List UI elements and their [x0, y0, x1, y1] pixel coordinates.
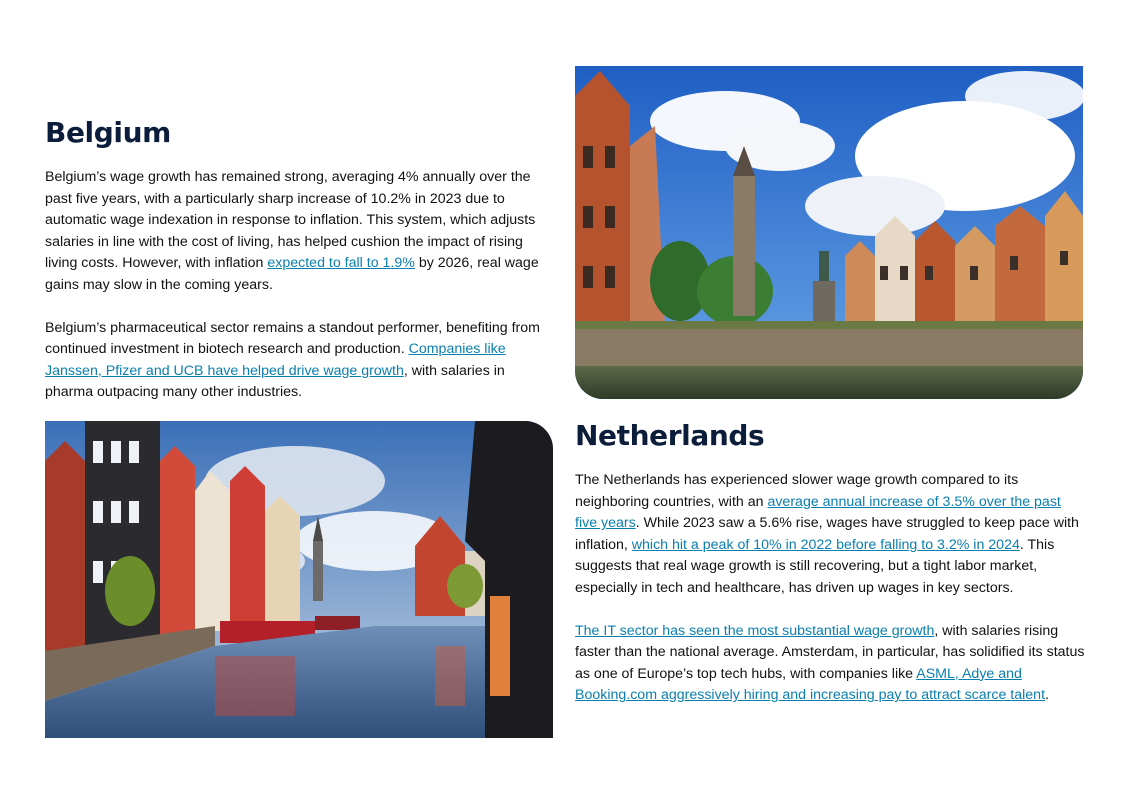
netherlands-heading: Netherlands [575, 419, 765, 452]
belgium-paragraph-1 [45, 167, 550, 297]
belgium-p1-text-2: by 2026, real wage gains may slow in the coming years. [45, 255, 539, 293]
netherlands-p1-text-3: . This suggests that real wage growth is still recovering, but a tight labor market, especially in tech and healthcare, has driven up wages in key sectors. [575, 536, 1055, 596]
netherlands-p2-text-2: . [1045, 687, 1049, 704]
amsterdam-canal-photo [45, 421, 553, 738]
belgium-p1-text-1: Belgium’s wage growth has remained strong, averaging 4% annually over the past five years, with a particularly sharp increase of 10.2% in 2023 due to automatic wage indexation in response to inflation. This system, which adjusts salaries in line with the cost of living, has helped cushion the impact of rising living costs. However, with inflation [45, 169, 536, 272]
belgium-heading: Belgium [45, 116, 171, 149]
belgium-p2-text-2: , with salaries in pharma outpacing many other industries. [45, 362, 505, 401]
annual-increase-link[interactable]: average annual increase of 3.5% over the past five years [575, 493, 1061, 532]
bruges-canal-photo [575, 66, 1083, 399]
netherlands-p1-text-2: . While 2023 saw a 5.6% rise, wages have struggled to keep pace with inflation, [575, 515, 1079, 553]
tech-companies-link[interactable]: ASML, Adye and Booking.com aggressively hiring and increasing pay to attract scarce talent [575, 665, 1046, 704]
netherlands-section [575, 419, 1085, 707]
netherlands-p2-text-1: , with salaries rising faster than the national average. Amsterdam, in particular, has solidified its status as one of Europe’s top tech hubs, with companies like [575, 622, 1085, 682]
netherlands-paragraph-1 [575, 470, 1085, 600]
belgium-section [45, 116, 550, 404]
netherlands-paragraph-2 [575, 621, 1085, 707]
netherlands-p1-text-1: The Netherlands has experienced slower wage growth compared to its neighboring countries, with an [575, 472, 1019, 510]
belgium-paragraph-2 [45, 318, 550, 404]
inflation-peak-link[interactable]: which hit a peak of 10% in 2022 before falling to 3.2% in 2024 [631, 536, 1020, 553]
belgium-p2-text-1: Belgium’s pharmaceutical sector remains a standout performer, benefiting from continued investment in biotech research and production. [45, 319, 540, 358]
pharma-companies-link[interactable]: Companies like Janssen, Pfizer and UCB have helped drive wage growth [45, 341, 506, 379]
inflation-forecast-link[interactable]: expected to fall to 1.9% [267, 255, 415, 272]
it-sector-link[interactable]: The IT sector has seen the most substantial wage growth [575, 622, 935, 639]
